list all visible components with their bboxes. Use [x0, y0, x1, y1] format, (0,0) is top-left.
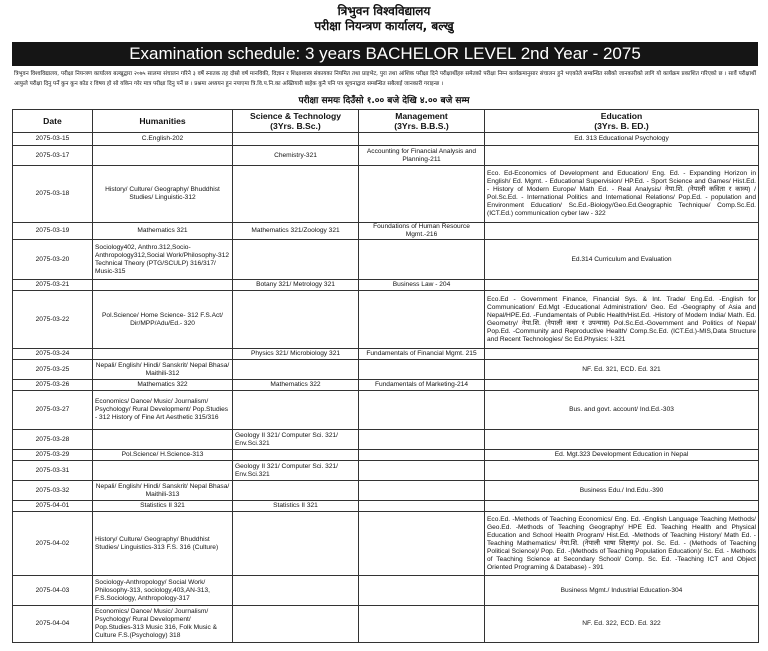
management-cell: [359, 133, 485, 146]
table-row: [13, 481, 759, 501]
education-cell: NF. Ed. 321, ECD. Ed. 321: [485, 360, 759, 380]
date-cell: 2075-03-28: [13, 430, 93, 450]
humanities-cell: [93, 461, 233, 481]
management-cell: [359, 430, 485, 450]
science-cell: [233, 481, 359, 501]
page-header: [0, 0, 768, 34]
col-science: Science & Technology (3Yrs. B.Sc.): [233, 110, 359, 133]
education-cell: Business Mgmt./ Industrial Education-304: [485, 576, 759, 606]
table-row: [13, 360, 759, 380]
date-cell: 2075-04-02: [13, 512, 93, 576]
science-cell: [233, 360, 359, 380]
table-row: [13, 461, 759, 481]
science-cell: Geology II 321/ Computer Sci. 321/ Env.Sci.321: [233, 461, 359, 481]
date-cell: 2075-03-18: [13, 166, 93, 223]
table-row: [13, 606, 759, 643]
table-row: [13, 501, 759, 512]
humanities-cell: Economics/ Dance/ Music/ Journalism/ Psychology/ Rural Development/ Pop.Studies-313 Music 316, Folk Music & Culture F.S.(Psychology) 318: [93, 606, 233, 643]
table-header-row: [13, 110, 759, 133]
science-cell: [233, 606, 359, 643]
management-cell: [359, 461, 485, 481]
date-cell: 2075-04-03: [13, 576, 93, 606]
management-cell: [359, 450, 485, 461]
date-cell: 2075-03-15: [13, 133, 93, 146]
col-humanities: Humanities: [93, 110, 233, 133]
humanities-cell: Statistics II 321: [93, 501, 233, 512]
management-cell: [359, 576, 485, 606]
education-cell: Ed. 313 Educational Psychology: [485, 133, 759, 146]
table-row: [13, 450, 759, 461]
date-cell: 2075-03-22: [13, 291, 93, 349]
exam-time: परीक्षा समयः दिउँसो १.०० बजे देखि ४.०० बजे सम्म: [298, 96, 470, 106]
table-row: [13, 576, 759, 606]
humanities-cell: [93, 430, 233, 450]
col-date: Date: [13, 110, 93, 133]
table-row: [13, 349, 759, 360]
management-cell: Fundamentals of Marketing-214: [359, 380, 485, 391]
col-management: Management (3Yrs. B.B.S.): [359, 110, 485, 133]
humanities-cell: [93, 349, 233, 360]
schedule-title: Examination schedule: 3 years BACHELOR LEVEL 2nd Year - 2075: [12, 42, 758, 66]
education-cell: [485, 430, 759, 450]
management-cell: [359, 606, 485, 643]
education-cell: [485, 280, 759, 291]
humanities-cell: Sociology402, Anthro.312,Socio-Anthropology312,Social Work/Philosophy-312 Technical Theory (PTG/SCULP) 316/317/ Music-315: [93, 240, 233, 280]
schedule-table: [12, 109, 759, 643]
management-cell: Accounting for Financial Analysis and Planning-211: [359, 146, 485, 166]
notice-text: त्रिभुवन विश्वविद्यालय, परीक्षा नियन्त्रण कार्यालय बल्खुद्वारा २०७५ सालमा संचालन गरिने ३ वर्षे स्नातक तह दोस्रो वर्ष मानविकी, विज्ञान र शिक्षाशास्त्र संकायका नियमित तथा प्राइभेट, पुरा तथा आंशिक परीक्षा दिने परीक्षार्थीहरु समेतको परीक्षा निम्न कार्यक्रमानुसार संचालन हुने भएकोले सम्बन्धित सबैको जानकारीको लागि यो कार्यक्रम प्रकाशित गरिएको छ । सार्वे परीक्षार्थी आफुले परीक्षा दिनु पर्ने कुन कुन कोड र विषय हो सो यकिन गरेर मात्र परीक्षा दिनु पर्ने छ । प्रश्नमा अध्ययन हुन नपाएमा त्रि.वि.प.नि.का अख्तियारी बाहेक कुनै पनि पत्र सूचनाद्वारा सम्बन्धित सबैलाई जानकारी गराइन्छ ।: [14, 71, 756, 87]
humanities-cell: C.English-202: [93, 133, 233, 146]
table-row: [13, 146, 759, 166]
humanities-cell: Economics/ Dance/ Music/ Journalism/ Psychology/ Rural Development/ Pop.Studies - 312 History of Fine Art Aesthetic 315/316: [93, 391, 233, 430]
education-cell: [485, 501, 759, 512]
date-cell: 2075-03-26: [13, 380, 93, 391]
education-cell: [485, 146, 759, 166]
management-cell: Business Law - 204: [359, 280, 485, 291]
management-cell: [359, 240, 485, 280]
science-cell: [233, 166, 359, 223]
humanities-cell: Mathematics 321: [93, 223, 233, 240]
date-cell: 2075-03-27: [13, 391, 93, 430]
science-cell: Geology II 321/ Computer Sci. 321/ Env.Sci.321: [233, 430, 359, 450]
science-cell: [233, 391, 359, 430]
science-cell: [233, 512, 359, 576]
date-cell: 2075-03-20: [13, 240, 93, 280]
management-cell: [359, 360, 485, 380]
management-cell: [359, 291, 485, 349]
science-cell: [233, 133, 359, 146]
humanities-cell: Nepali/ English/ Hindi/ Sanskrit/ Nepal Bhasa/ Maithili-313: [93, 481, 233, 501]
date-cell: 2075-03-17: [13, 146, 93, 166]
education-cell: Eco.Ed. -Methods of Teaching Economics/ Eng. Ed. -English Language Teaching Methods/ Geo.Ed. -Methods of Teaching Geography/ HPE Ed. Teaching Health and Physical Education and School Health Program/ Hist.Ed. -Methods of Teaching History/ Math Ed. - Teaching Mathematics/ नेपा.शि. (नेपाली भाषा शिक्षण)/ pol. Sc. Ed. - (Methods of Teaching Political Science)/ Pop. Ed. -(Methods of Teaching Population Education)/ Sc. Ed. - Methods of Teaching Science at Secondary School/ Comp. Sc. Ed. -Teaching ICT and Object Oriented Programing & Database) - 391: [485, 512, 759, 576]
date-cell: 2075-03-29: [13, 450, 93, 461]
university-name: त्रिभुवन विश्वविद्यालय: [337, 4, 431, 18]
table-row: [13, 430, 759, 450]
table-row: [13, 291, 759, 349]
education-cell: Business Edu./ Ind.Edu.-390: [485, 481, 759, 501]
table-row: [13, 240, 759, 280]
science-cell: Statistics II 321: [233, 501, 359, 512]
management-cell: [359, 481, 485, 501]
table-row: [13, 133, 759, 146]
table-row: [13, 280, 759, 291]
table-row: [13, 223, 759, 240]
science-cell: Physics 321/ Microbiology 321: [233, 349, 359, 360]
humanities-cell: Pol.Science/ Home Science- 312 F.S.Act/ Dir/MPP/Adu/Ed.- 320: [93, 291, 233, 349]
table-row: [13, 166, 759, 223]
date-cell: 2075-03-25: [13, 360, 93, 380]
humanities-cell: Mathematics 322: [93, 380, 233, 391]
office-name: परीक्षा नियन्त्रण कार्यालय, बल्खु: [314, 19, 454, 33]
date-cell: 2075-03-31: [13, 461, 93, 481]
date-cell: 2075-03-21: [13, 280, 93, 291]
humanities-cell: [93, 280, 233, 291]
science-cell: [233, 576, 359, 606]
date-cell: 2075-03-32: [13, 481, 93, 501]
management-cell: [359, 166, 485, 223]
date-cell: 2075-04-01: [13, 501, 93, 512]
education-cell: Bus. and govt. account/ Ind.Ed.-303: [485, 391, 759, 430]
education-cell: Ed. Mgt.323 Development Education in Nepal: [485, 450, 759, 461]
science-cell: Botany 321/ Metrology 321: [233, 280, 359, 291]
management-cell: Fundamentals of Financial Mgmt. 215: [359, 349, 485, 360]
science-cell: Mathematics 322: [233, 380, 359, 391]
table-row: [13, 512, 759, 576]
science-cell: [233, 450, 359, 461]
table-row: [13, 391, 759, 430]
education-cell: [485, 380, 759, 391]
col-education: Education (3Yrs. B. ED.): [485, 110, 759, 133]
management-cell: [359, 501, 485, 512]
humanities-cell: History/ Culture/ Geography/ Bhuddhist Studies/ Linguistic-312: [93, 166, 233, 223]
date-cell: 2075-04-04: [13, 606, 93, 643]
management-cell: [359, 391, 485, 430]
management-cell: [359, 512, 485, 576]
education-cell: NF. Ed. 322, ECD. Ed. 322: [485, 606, 759, 643]
education-cell: Eco. Ed-Economics of Development and Education/ Eng. Ed. - Expanding Horizon in English/ Ed. Mgmt. - Educational Supervision/ HP.Ed. - Sport Science and Games/ Hist.Ed. - History of Modern Europe/ Math Ed. - Real Analysis/ नेपा.शि. (नेपाली कविता र काव्य) / Pol.Sc.Ed. - International Politics and International Relations/ Pop.Ed. - population and Environment Education/ Sc.Ed.-Biology/Geo.Ed.Geographic Technique/ Comp.Sc.Ed.(ICT.Ed.) communication cyber law - 322: [485, 166, 759, 223]
table-row: [13, 380, 759, 391]
education-cell: [485, 349, 759, 360]
science-cell: Mathematics 321/Zoology 321: [233, 223, 359, 240]
humanities-cell: Pol.Science/ H.Science-313: [93, 450, 233, 461]
humanities-cell: Nepali/ English/ Hindi/ Sanskrit/ Nepal Bhasa/ Maithili-312: [93, 360, 233, 380]
education-cell: Ed.314 Curriculum and Evaluation: [485, 240, 759, 280]
humanities-cell: Sociology-Anthropology/ Social Work/ Philosophy-313, sociology,403,AN-313, F.S.Sociology, Anthropology-317: [93, 576, 233, 606]
science-cell: [233, 240, 359, 280]
education-cell: [485, 223, 759, 240]
humanities-cell: [93, 146, 233, 166]
education-cell: [485, 461, 759, 481]
science-cell: [233, 291, 359, 349]
management-cell: Foundations of Human Resource Mgmt.-216: [359, 223, 485, 240]
science-cell: Chemistry-321: [233, 146, 359, 166]
date-cell: 2075-03-24: [13, 349, 93, 360]
humanities-cell: History/ Culture/ Geography/ Bhuddhist Studies/ Linguistics-313 F.S. 316 (Culture): [93, 512, 233, 576]
date-cell: 2075-03-19: [13, 223, 93, 240]
education-cell: Eco.Ed - Government Finance, Financial Sys. & Int. Trade/ Eng.Ed. -English for Communication/ Ed.Mgt -Educational Administration/ Geo. Ed -Geography of Asia and Nepal/HPE.Ed. -Fundamentals of Public Health/Hist.Ed. -History of Modern India/ Math. Ed. Geometry/ नेपा.शि. (नेपाली कथा र उपन्यास) Pol.Sc.Ed.-Government and Politics of Nepal/ Pop.Ed. -Community and Reproductive Health/ Comp.Sc.Ed. (ICT.Ed.)-MIS,Data Structure and Recent Technologies/ Sc Ed.Physics: I-321: [485, 291, 759, 349]
